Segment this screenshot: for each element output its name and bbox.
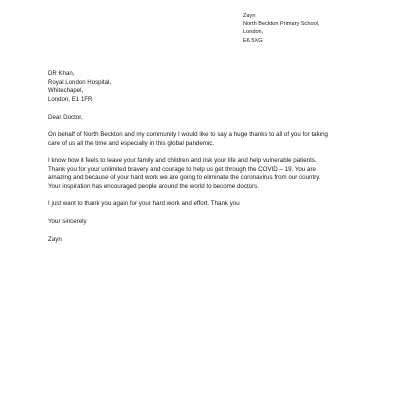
paragraph-line: Your inspiration has encouraged people around the world to become doctors. xyxy=(48,182,259,190)
closing: Your sincerely xyxy=(48,218,87,225)
recipient-address xyxy=(48,70,111,104)
recipient-address-line: Whitechapel, xyxy=(48,87,84,95)
recipient-address-line: London, E1 1FR xyxy=(48,95,93,103)
paragraph-line: care of us all the time and especially in this global pandemic. xyxy=(48,139,215,147)
sender-address xyxy=(243,12,319,45)
recipient-address-line: Royal London Hospital, xyxy=(48,78,112,86)
salutation: Dear Doctor, xyxy=(48,114,83,121)
paragraph-line: Thank you for your unlimited bravery and courage to help us get through the COVID – 19. You are xyxy=(48,165,316,173)
recipient-address-line: DR Khan, xyxy=(48,70,75,77)
sender-address-line: North Beckton Primary School, xyxy=(243,21,320,28)
paragraph-line: On behalf of North Beckton and my community I would like to say a huge thanks to all of you for taking xyxy=(48,131,328,138)
paragraph-line: I know how it feels to leave your family and children and risk your life and help vulnerable patients. xyxy=(48,157,317,164)
signature: Zayn xyxy=(48,236,62,243)
letter-paragraph-1 xyxy=(48,131,366,148)
sender-address-line: E6 5XG xyxy=(243,37,263,44)
sender-name: Zayn xyxy=(243,13,256,19)
letter-paragraph-2 xyxy=(48,157,366,191)
sender-address-line: London, xyxy=(243,29,264,36)
paragraph-line: amazing and because of your hard work we are going to eliminate the coronavirus from our country. xyxy=(48,174,321,181)
letter-paragraph-3: I just want to thank you again for your hard work and effort. Thank you xyxy=(48,200,240,207)
